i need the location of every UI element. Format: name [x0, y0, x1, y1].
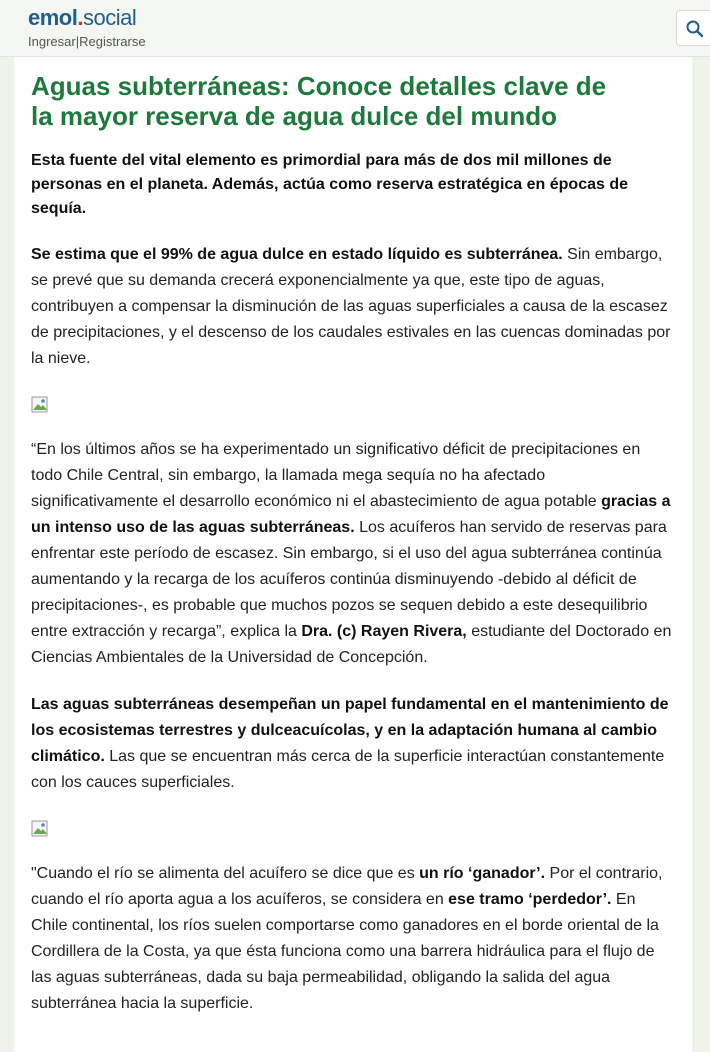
logo-social: social: [82, 5, 137, 30]
article-image-2: [31, 820, 51, 840]
paragraph-2-text-3: estudiante del Doctorado en Ciencias Ambientales de la Universidad de Concepción.: [31, 623, 672, 666]
paragraph-1: [31, 242, 672, 372]
paragraph-4-text-2: Por el contrario, cuando el río aporta agua a los acuíferos, se considera en: [31, 865, 663, 908]
paragraph-2-text-1: “En los últimos años se ha experimentado un significativo déficit de precipitaciones en todo Chile Central, sin embargo, la llamada mega sequía no ha afectado significativamente el desarrollo económico ni el abastecimiento de agua potable: [31, 441, 641, 510]
search-button[interactable]: [676, 10, 710, 46]
paragraph-2-text-2: Los acuíferos han servido de reservas para enfrentar este período de escasez. Sin embargo, si el uso del agua subterránea continúa aumentando y la recarga de los acuíferos continúa disminuyendo -debido al déficit de precipitaciones-, es probable que muchos pozos se sequen debido a este desequilibrio entre extracción y recarga”, explica la: [31, 519, 667, 640]
paragraph-4-text-3: En Chile continental, los ríos suelen comportarse como ganadores en el borde oriental de la Cordillera de la Costa, ya que ésta funciona como una barrera hidráulica para el flujo de las aguas subterráneas, dada su baja permeabilidad, obligando la salida del agua subterránea hacia la superficie.: [31, 891, 659, 1012]
article: [14, 57, 692, 1052]
paragraph-1-text: Sin embargo, se prevé que su demanda crecerá exponencialmente ya que, este tipo de aguas, contribuyen a compensar la disminución de las aguas superficiales a causa de la escasez de precipitaciones, y el descenso de los caudales estivales en las cuencas dominadas por la nieve.: [31, 246, 671, 367]
search-icon: [685, 19, 705, 39]
paragraph-3-bold: Las aguas subterráneas desempeñan un papel fundamental en el mantenimiento de los ecosistemas terrestres y dulceacuícolas, y en la adaptación humana al cambio climático.: [31, 696, 669, 765]
auth-separator: |: [75, 34, 80, 49]
paragraph-3-text: Las que se encuentran más cerca de la superficie interactúan constantemente con los cauces superficiales.: [31, 748, 665, 791]
emol-social-logo[interactable]: [28, 5, 136, 31]
paragraph-2-bold-2: Dra. (c) Rayen Rivera,: [301, 623, 467, 640]
paragraph-2: [31, 437, 672, 671]
paragraph-4-text-1: "Cuando el río se alimenta del acuífero se dice que es: [31, 865, 420, 882]
site-header: [0, 0, 710, 57]
paragraph-2-bold-1: gracias a un intenso uso de las aguas subterráneas.: [31, 493, 671, 536]
paragraph-4: [31, 861, 672, 1017]
login-link[interactable]: Ingresar: [28, 34, 76, 49]
register-link[interactable]: Registrarse: [79, 34, 146, 49]
broken-image-icon: [31, 820, 49, 838]
paragraph-3: [31, 692, 672, 796]
logo-dot: .: [77, 5, 83, 30]
article-lead: Esta fuente del vital elemento es primordial para más de dos mil millones de personas en el planeta. Además, actúa como reserva estratégica en épocas de sequía.: [31, 152, 629, 217]
logo-emol: emol: [28, 5, 78, 30]
paragraph-1-bold: Se estima que el 99% de agua dulce en estado líquido es subterránea.: [31, 246, 563, 263]
paragraph-4-bold-2: ese tramo ‘perdedor’.: [448, 891, 612, 908]
paragraph-4-bold-1: un río ‘ganador’.: [419, 865, 546, 882]
auth-links: [28, 34, 146, 50]
article-image-1: [31, 396, 51, 416]
article-title: Aguas subterráneas: Conoce detalles clave de la mayor reserva de agua dulce del mundo: [31, 71, 607, 131]
broken-image-icon: [31, 396, 49, 414]
